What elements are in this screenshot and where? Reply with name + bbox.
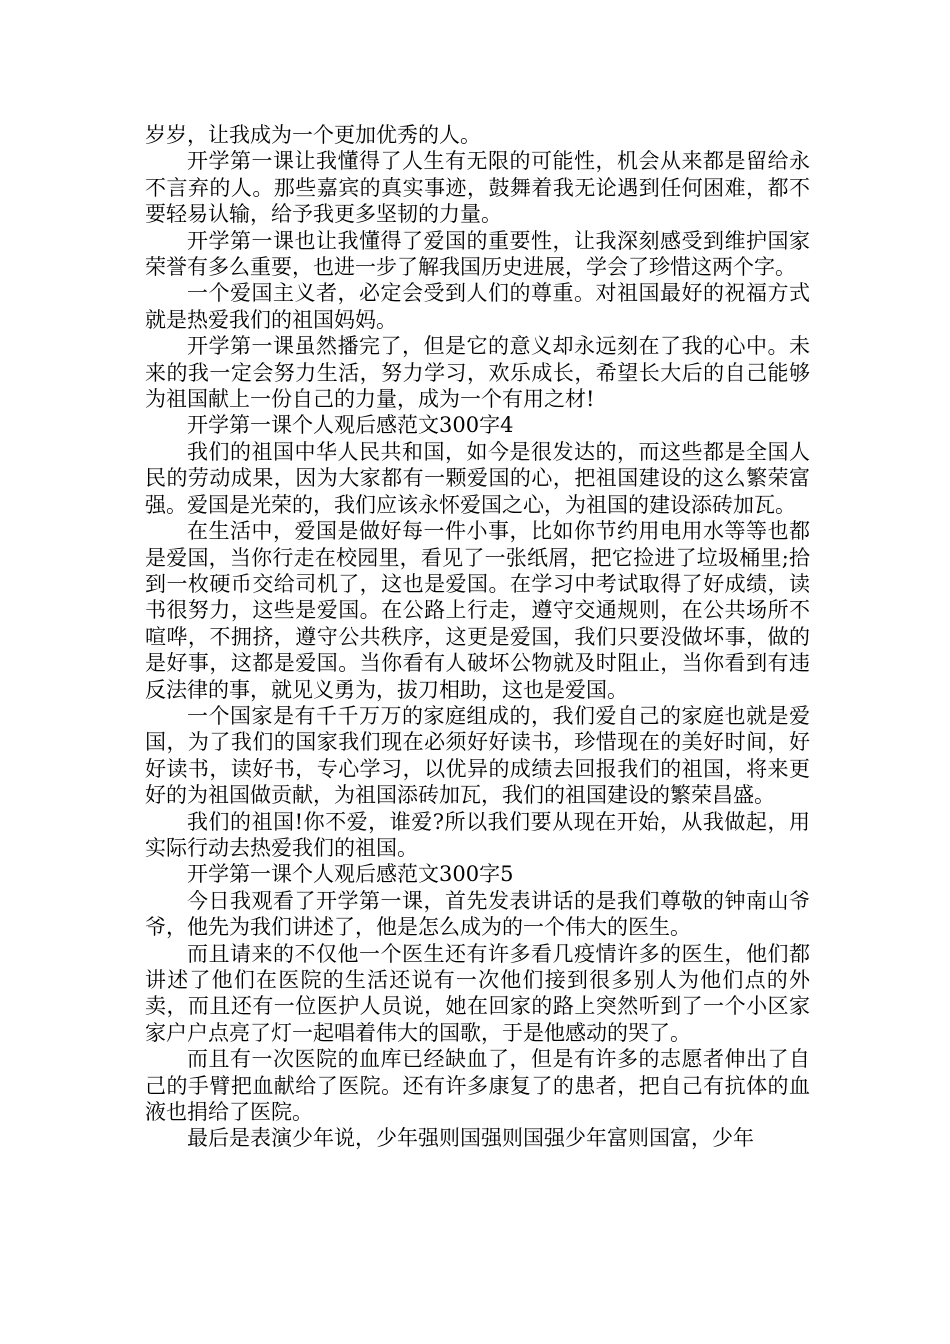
- paragraph: 开学第一课虽然播完了，但是它的意义却永远刻在了我的心中。未来的我一定会努力生活，努力学习，欢乐成长，希望长大后的自己能够为祖国献上一份自己的力量，成为一个有用之材!: [145, 334, 810, 412]
- paragraph: 而且请来的不仅他一个医生还有许多看几疫情许多的医生，他们都讲述了他们在医院的生活还说有一次他们接到很多别人为他们点的外卖，而且还有一位医护人员说，她在回家的路上突然听到了一个小区家家户户点亮了灯一起唱着伟大的国歌，于是他感动的哭了。: [145, 941, 810, 1045]
- paragraph: 我们的祖国!你不爱，谁爱?所以我们要从现在开始，从我做起，用实际行动去热爱我们的祖国。: [145, 809, 810, 860]
- paragraph: 开学第一课也让我懂得了爱国的重要性，让我深刻感受到维护国家荣誉有多么重要，也进一步了解我国历史进展，学会了珍惜这两个字。: [145, 228, 810, 280]
- section-heading: 开学第一课个人观后感范文300字5: [187, 862, 514, 887]
- paragraph: 一个国家是有千千万万的家庭组成的，我们爱自己的家庭也就是爱国，为了我们的国家我们现在必须好好读书，珍惜现在的美好时间，好好读书，读好书，专心学习，以优异的成绩去回报我们的祖国，将来更好的为祖国做贡献，为祖国添砖加瓦，我们的祖国建设的繁荣昌盛。: [145, 703, 810, 808]
- paragraph: 最后是表演少年说，少年强则国强则国强少年富则国富，少年: [187, 1126, 754, 1151]
- section-heading: 开学第一课个人观后感范文300字4: [187, 413, 514, 438]
- paragraph: 岁岁，让我成为一个更加优秀的人。: [145, 123, 481, 147]
- paragraph: 我们的祖国中华人民共和国，如今是很发达的，而这些都是全国人民的劳动成果，因为大家都有一颗爱国的心，把祖国建设的这么繁荣富强。爱国是光荣的，我们应该永怀爱国之心，为祖国的建设添砖加瓦。: [145, 439, 810, 517]
- document-page: [145, 122, 810, 1152]
- paragraph: 在生活中，爱国是做好每一件小事，比如你节约用电用水等等也都是爱国，当你行走在校园里，看见了一张纸屑，把它捡进了垃圾桶里;拾到一枚硬币交给司机了，这也是爱国。在学习中考试取得了好成绩，读书很努力，这些是爱国。在公路上行走，遵守交通规则，在公共场所不喧哗，不拥挤，遵守公共秩序，这更是爱国，我们只要没做坏事，做的是好事，这都是爱国。当你看有人破坏公物就及时阻止，当你看到有违反法律的事，就见义勇为，拔刀相助，这也是爱国。: [145, 519, 810, 702]
- paragraph: 今日我观看了开学第一课，首先发表讲话的是我们尊敬的钟南山爷爷，他先为我们讲述了，他是怎么成为的一个伟大的医生。: [145, 888, 810, 940]
- paragraph: 一个爱国主义者，必定会受到人们的尊重。对祖国最好的祝福方式就是热爱我们的祖国妈妈。: [145, 281, 810, 332]
- paragraph: 而且有一次医院的血库已经缺血了，但是有许多的志愿者伸出了自己的手臂把血献给了医院。还有许多康复了的患者，把自己有抗体的血液也捐给了医院。: [145, 1047, 810, 1125]
- paragraph: 开学第一课让我懂得了人生有无限的可能性，机会从来都是留给永不言弃的人。那些嘉宾的真实事迹，鼓舞着我无论遇到任何困难，都不要轻易认输，给予我更多坚韧的力量。: [145, 149, 810, 227]
